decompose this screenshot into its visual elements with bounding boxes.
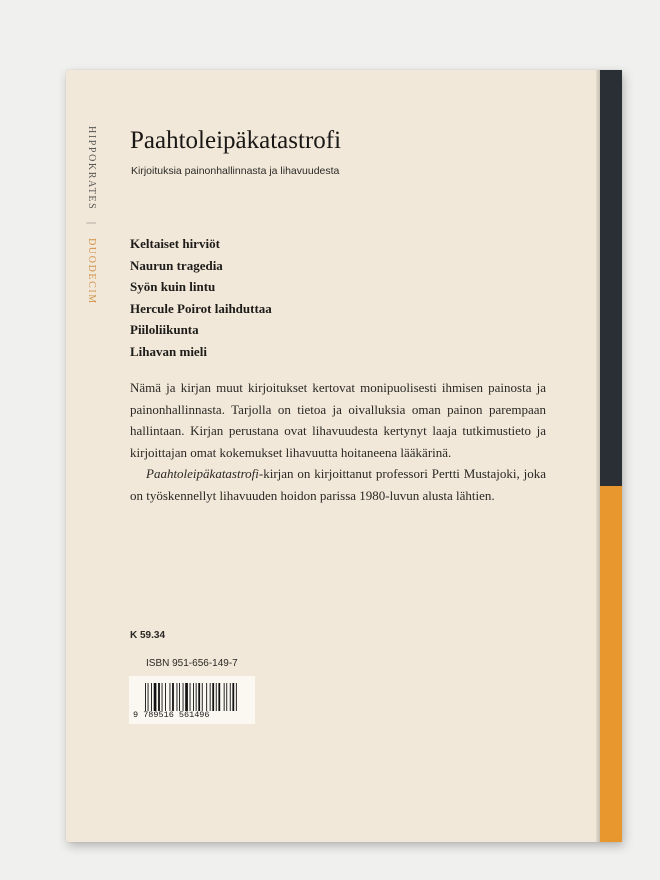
- spine-orange-band: [600, 486, 622, 842]
- barcode: [129, 676, 255, 724]
- series-name: HIPPOKRATES: [86, 126, 97, 211]
- contents-item: Keltaiset hirviöt: [130, 236, 220, 251]
- contents-item: Naurun tragedia: [130, 257, 223, 273]
- spine-dark-band: [600, 70, 622, 486]
- classification-code: K 59.34: [130, 630, 166, 641]
- publisher-separator: |: [86, 222, 97, 226]
- book-title: Paahtoleipäkatastrofi: [130, 127, 342, 154]
- book-subtitle: Kirjoituksia painonhallinnasta ja lihavuudesta: [131, 165, 340, 177]
- publisher-name: DUODECIM: [86, 238, 97, 305]
- description: [130, 377, 546, 507]
- description-paragraph-2-text: -kirjan on kirjoittanut professori Pertti Mustajoki, joka on työskennellyt lihavuuden hoidon parissa 1980-luvun alusta lähtien.: [130, 466, 546, 503]
- contents-item: Piiloliikunta: [130, 322, 199, 337]
- contents-item: Lihavan mieli: [130, 343, 207, 359]
- contents-item: Hercule Poirot laihduttaa: [130, 300, 272, 316]
- contents-list: [130, 233, 272, 362]
- description-paragraph-2: [130, 463, 546, 506]
- description-book-title: Paahtoleipäkatastrofi: [146, 466, 259, 482]
- barcode-bars: [145, 683, 245, 711]
- isbn-label: ISBN 951-656-149-7: [146, 658, 238, 669]
- description-paragraph-1: Nämä ja kirjan muut kirjoitukset kertovat monipuolisesti ihmisen painosta ja painonhallinnasta. Tarjolla on tietoa ja oivalluksia oman painon parempaan hallintaan. Kirjan perustana ovat lihavuudesta kertynyt laaja tutkimustieto ja kirjoittajan omat kokemukset lihavuutta hoitaneena lääkärinä.: [130, 380, 546, 460]
- barcode-digits: 9 789516 561496: [133, 710, 210, 720]
- publisher-vertical-label: [86, 126, 97, 305]
- contents-item: Syön kuin lintu: [130, 279, 216, 294]
